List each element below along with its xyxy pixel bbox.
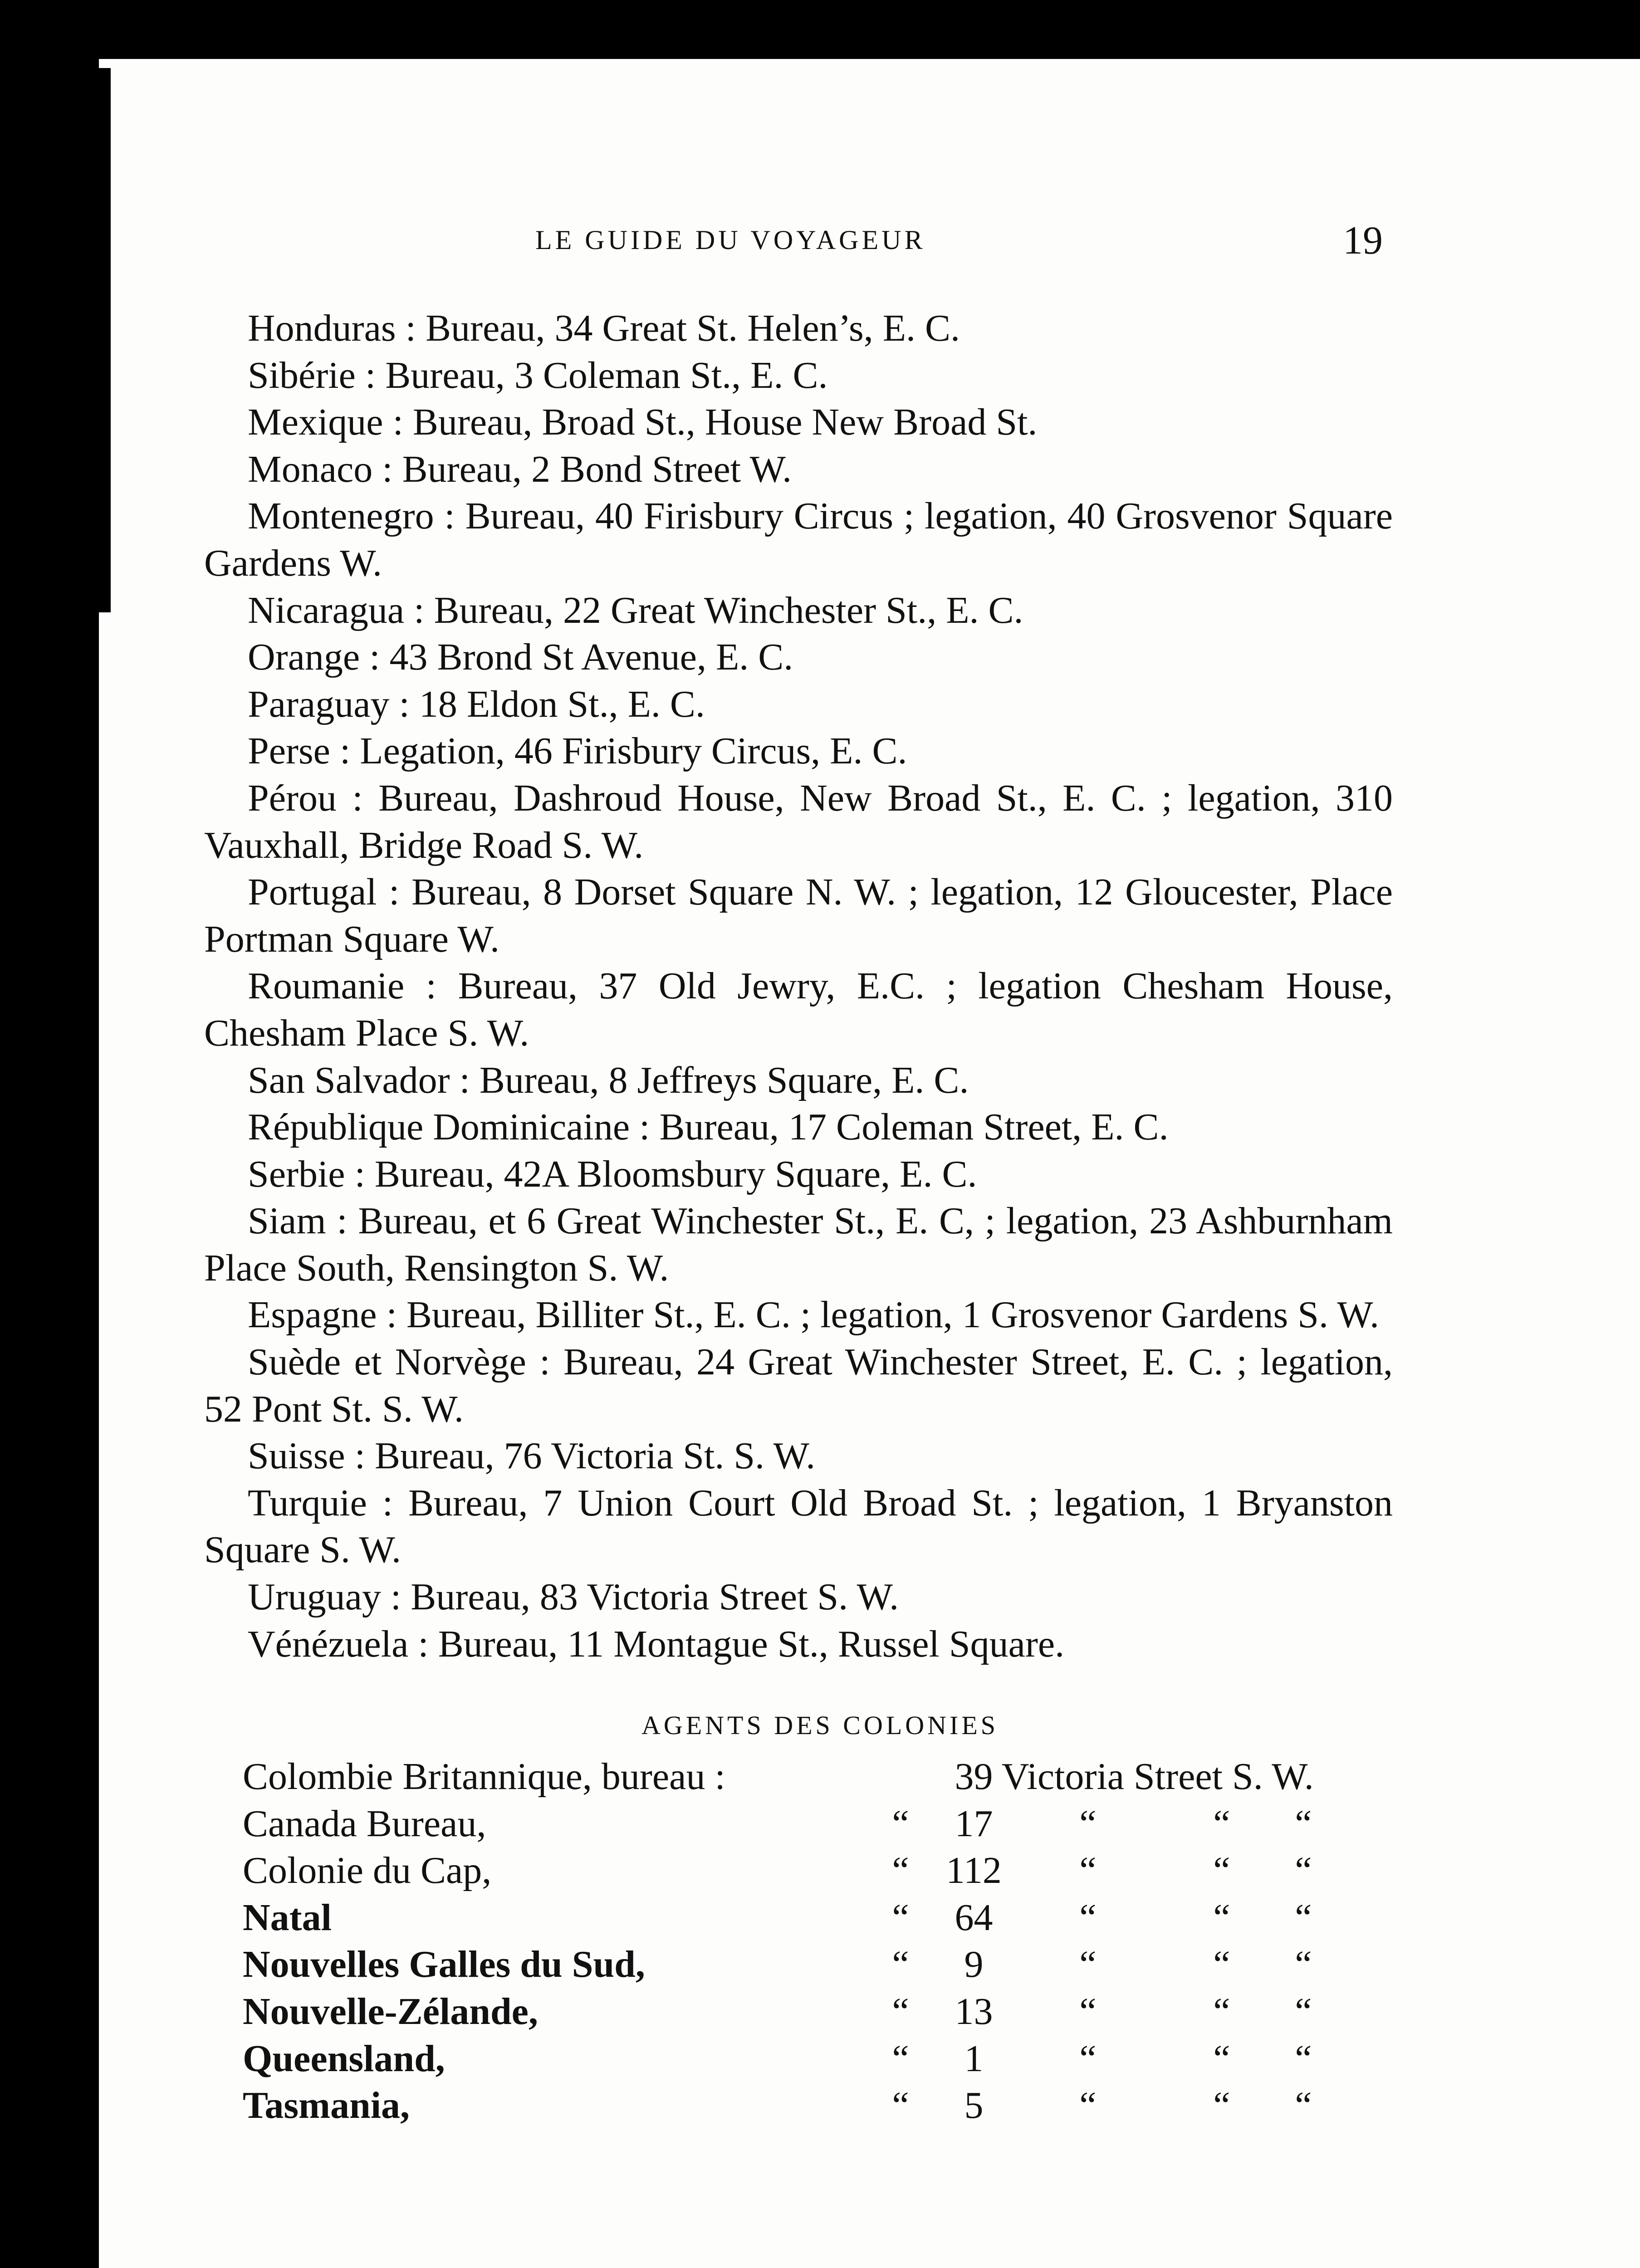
ditto-mark: “ [892,1990,909,2033]
list-entry: Nicaragua : Bureau, 22 Great Winchester St., E. C. [248,589,1023,631]
list-entry: Portugal : Bureau, 8 Dorset Square N. W. ; legation, 12 Gloucester, Place Portman Square W. [204,871,1393,960]
ditto-mark: “ [1213,2037,1230,2080]
list-entry: Suisse : Bureau, 76 Victoria St. S. W. [248,1435,816,1477]
ditto-mark: “ [1213,1896,1230,1939]
ditto-mark: “ [1213,1849,1230,1892]
colony-name: Nouvelles Galles du Sud, [243,1943,645,1986]
list-entry: Espagne : Bureau, Billiter St., E. C. ; legation, 1 Grosvenor Gardens S. W. [248,1294,1379,1336]
running-head: LE GUIDE DU VOYAGEUR [535,225,926,255]
colony-name: Colonie du Cap, [243,1849,492,1892]
ditto-mark: “ [1079,2037,1097,2080]
list-entry: Honduras : Bureau, 34 Great St. Helen’s, E. C. [248,307,960,349]
colony-name: Nouvelle-Zélande, [243,1990,538,2033]
street-number: 1 [964,2037,984,2080]
ditto-mark: “ [1295,1849,1312,1892]
list-entry: Vénézuela : Bureau, 11 Montague St., Russel Square. [248,1623,1065,1665]
colony-rows [243,1800,1337,2129]
list-entry: Perse : Legation, 46 Firisbury Circus, E. C. [248,730,907,772]
ditto-mark: “ [1295,1896,1312,1939]
ditto-mark: “ [1213,1943,1230,1986]
street-number: 5 [964,2084,984,2127]
table-row [243,2035,1337,2082]
ditto-mark: “ [892,1943,909,1986]
street-number: 64 [955,1896,993,1939]
ditto-mark: “ [1079,1943,1097,1986]
ditto-mark: “ [1295,2084,1312,2127]
colony-name: Tasmania, [243,2084,410,2127]
list-entry: Montenegro : Bureau, 40 Firisbury Circus ; legation, 40 Grosvenor Square Gardens W. [204,495,1393,584]
list-entry: République Dominicaine : Bureau, 17 Coleman Street, E. C. [248,1106,1169,1149]
colony-name: Natal [243,1896,332,1939]
list-entry: Paraguay : 18 Eldon St., E. C. [248,683,705,725]
table-row [243,1988,1337,2035]
ditto-mark: “ [892,1802,909,1845]
ditto-mark: “ [892,1896,909,1939]
colony-name: Canada Bureau, [243,1802,486,1845]
embassy-list [204,305,1393,1667]
table-row [243,1753,1337,1800]
ditto-mark: “ [892,1849,909,1892]
ditto-mark: “ [1295,1943,1312,1986]
list-entry: Sibérie : Bureau, 3 Coleman St., E. C. [248,354,828,396]
ditto-mark: “ [1079,1896,1097,1939]
list-entry: Orange : 43 Brond St Avenue, E. C. [248,636,793,679]
list-entry: Turquie : Bureau, 7 Union Court Old Broad St. ; legation, 1 Bryanston Square S. W. [204,1481,1393,1571]
ditto-mark: “ [1295,1802,1312,1845]
ditto-mark: “ [1079,2084,1097,2127]
table-row [243,1800,1337,1848]
ditto-mark: “ [892,2084,909,2127]
street-address: Victoria Street S. W. [1001,1755,1314,1798]
ditto-mark: “ [1079,1849,1097,1892]
ditto-mark: “ [1213,2084,1230,2127]
list-entry: San Salvador : Bureau, 8 Jeffreys Square, E. C. [248,1059,969,1101]
ditto-mark: “ [892,2037,909,2080]
list-entry: Roumanie : Bureau, 37 Old Jewry, E.C. ; legation Chesham House, Chesham Place S. W. [204,965,1393,1054]
ditto-mark: “ [1213,1990,1230,2033]
list-entry: Pérou : Bureau, Dashroud House, New Broad St., E. C. ; legation, 310 Vauxhall, Bridge Road S. W. [204,777,1393,866]
colonies-table [243,1753,1337,2129]
gutter-shadow [99,68,111,612]
list-entry: Suède et Norvège : Bureau, 24 Great Winchester Street, E. C. ; legation, 52 Pont St. S. W. [204,1341,1393,1430]
ditto-mark: “ [1295,2037,1312,2080]
section-heading: AGENTS DES COLONIES [641,1711,999,1740]
list-entry: Uruguay : Bureau, 83 Victoria Street S. W. [248,1576,899,1618]
list-entry: Serbie : Bureau, 42A Bloomsbury Square, E. C. [248,1153,977,1195]
street-number: 39 [955,1755,993,1798]
list-entry: Monaco : Bureau, 2 Bond Street W. [248,448,792,490]
street-number: 17 [955,1802,993,1845]
street-number: 13 [955,1990,993,2033]
list-entry: Mexique : Bureau, Broad St., House New Broad St. [248,401,1038,444]
table-row [243,1894,1337,1941]
ditto-mark: “ [1079,1990,1097,2033]
street-number: 112 [946,1849,1002,1892]
page-number: 19 [1343,219,1383,263]
colony-name: Queensland, [243,2037,445,2080]
table-row [243,1847,1337,1894]
street-number: 9 [964,1943,984,1986]
table-row [243,1941,1337,1988]
colony-name: Colombie Britannique, bureau : [243,1755,725,1798]
ditto-mark: “ [1295,1990,1312,2033]
ditto-mark: “ [1079,1802,1097,1845]
table-row [243,2082,1337,2129]
list-entry: Siam : Bureau, et 6 Great Winchester St., E. C, ; legation, 23 Ashburnham Place South, Rensington S. W. [204,1200,1393,1289]
ditto-mark: “ [1213,1802,1230,1845]
